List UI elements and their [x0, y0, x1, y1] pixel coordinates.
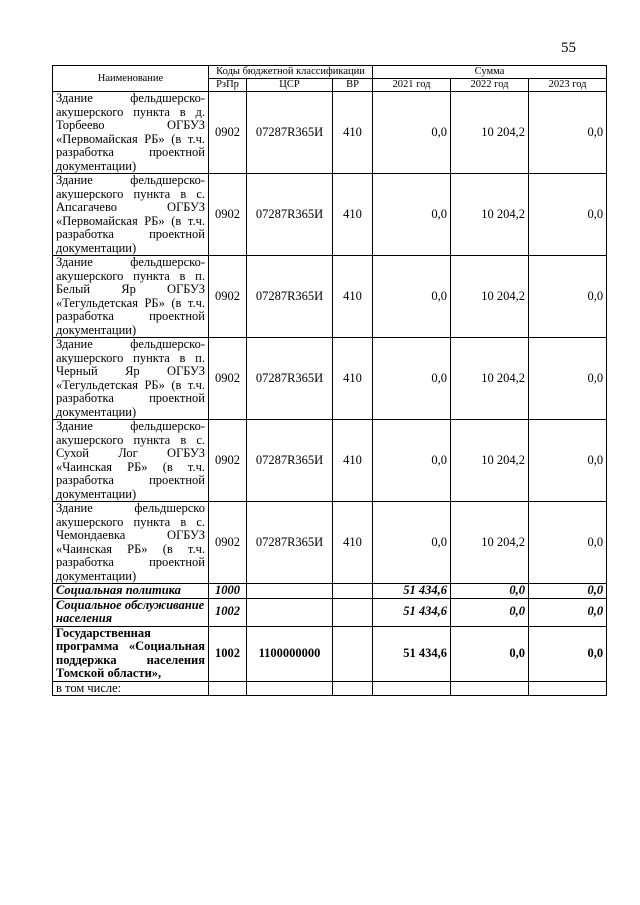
row-2021: 0,0 — [373, 174, 451, 256]
row-name: Здание фельдшерско-акушерского пункта в с. Сухой Лог ОГБУЗ «Чаинская РБ» (в т.ч. разработка проектной документации) — [53, 420, 209, 502]
header-2023: 2023 год — [529, 79, 607, 92]
header-codes: Коды бюджетной классификации — [209, 66, 373, 79]
header-2021: 2021 год — [373, 79, 451, 92]
row-rzpr: 0902 — [209, 338, 247, 420]
row-2021: 0,0 — [373, 502, 451, 584]
social-policy-rzpr: 1000 — [209, 584, 247, 599]
row-vr: 410 — [333, 174, 373, 256]
row-2023: 0,0 — [529, 92, 607, 174]
table-row — [53, 338, 607, 420]
header-csr: ЦСР — [247, 79, 333, 92]
row-csr: 07287R365И — [247, 256, 333, 338]
row-2021: 0,0 — [373, 92, 451, 174]
row-2022: 10 204,2 — [451, 420, 529, 502]
empty-cell — [333, 584, 373, 599]
program-csr: 1100000000 — [247, 626, 333, 681]
row-vr: 410 — [333, 338, 373, 420]
header-sum: Сумма — [373, 66, 607, 79]
program-2022: 0,0 — [451, 626, 529, 681]
row-2023: 0,0 — [529, 502, 607, 584]
social-policy-name: Социальная политика — [53, 584, 209, 599]
budget-table — [52, 65, 607, 696]
including-label: в том числе: — [53, 681, 209, 696]
row-csr: 07287R365И — [247, 174, 333, 256]
row-vr: 410 — [333, 502, 373, 584]
empty-cell — [209, 681, 247, 696]
social-policy-row — [53, 584, 607, 599]
table-row — [53, 502, 607, 584]
social-policy-2021: 51 434,6 — [373, 584, 451, 599]
social-policy-2023: 0,0 — [529, 584, 607, 599]
empty-cell — [373, 681, 451, 696]
empty-cell — [451, 681, 529, 696]
social-service-row — [53, 598, 607, 626]
social-service-2021: 51 434,6 — [373, 598, 451, 626]
program-name: Государственная программа «Социальная поддержка населения Томской области», — [53, 626, 209, 681]
row-rzpr: 0902 — [209, 420, 247, 502]
row-name: Здание фельдшерско-акушерского пункта в п. Белый Яр ОГБУЗ «Тегульдетская РБ» (в т.ч. разработка проектной документации) — [53, 256, 209, 338]
row-2022: 10 204,2 — [451, 92, 529, 174]
row-rzpr: 0902 — [209, 92, 247, 174]
table-row — [53, 174, 607, 256]
empty-cell — [247, 584, 333, 599]
row-csr: 07287R365И — [247, 420, 333, 502]
header-2022: 2022 год — [451, 79, 529, 92]
including-row — [53, 681, 607, 696]
row-name: Здание фельдшерско-акушерского пункта в д. Торбеево ОГБУЗ «Первомайская РБ» (в т.ч. разработка проектной документации) — [53, 92, 209, 174]
row-2022: 10 204,2 — [451, 256, 529, 338]
empty-cell — [247, 598, 333, 626]
table-row — [53, 420, 607, 502]
program-row — [53, 626, 607, 681]
social-service-rzpr: 1002 — [209, 598, 247, 626]
row-rzpr: 0902 — [209, 174, 247, 256]
program-2021: 51 434,6 — [373, 626, 451, 681]
row-2021: 0,0 — [373, 256, 451, 338]
social-service-name: Социальное обслуживание населения — [53, 598, 209, 626]
row-name: Здание фельдшерско акушерского пункта в с. Чемондаевка ОГБУЗ «Чаинская РБ» (в т.ч. разработка проектной документации) — [53, 502, 209, 584]
social-service-2022: 0,0 — [451, 598, 529, 626]
row-vr: 410 — [333, 92, 373, 174]
social-policy-2022: 0,0 — [451, 584, 529, 599]
table-row — [53, 92, 607, 174]
empty-cell — [333, 626, 373, 681]
row-2021: 0,0 — [373, 420, 451, 502]
header-row — [53, 66, 607, 79]
header-vr: ВР — [333, 79, 373, 92]
social-service-2023: 0,0 — [529, 598, 607, 626]
row-2023: 0,0 — [529, 420, 607, 502]
row-vr: 410 — [333, 420, 373, 502]
empty-cell — [529, 681, 607, 696]
row-2022: 10 204,2 — [451, 502, 529, 584]
row-csr: 07287R365И — [247, 92, 333, 174]
table-row — [53, 256, 607, 338]
row-name: Здание фельдшерско-акушерского пункта в с. Апсагачево ОГБУЗ «Первомайская РБ» (в т.ч. разработка проектной документации) — [53, 174, 209, 256]
row-2021: 0,0 — [373, 338, 451, 420]
header-name: Наименование — [53, 66, 209, 92]
row-2023: 0,0 — [529, 338, 607, 420]
row-rzpr: 0902 — [209, 256, 247, 338]
row-2022: 10 204,2 — [451, 174, 529, 256]
row-2023: 0,0 — [529, 256, 607, 338]
row-csr: 07287R365И — [247, 502, 333, 584]
empty-cell — [333, 681, 373, 696]
row-vr: 410 — [333, 256, 373, 338]
row-name: Здание фельдшерско-акушерского пункта в п. Черный Яр ОГБУЗ «Тегульдетская РБ» (в т.ч. разработка проектной документации) — [53, 338, 209, 420]
empty-cell — [333, 598, 373, 626]
program-rzpr: 1002 — [209, 626, 247, 681]
row-2023: 0,0 — [529, 174, 607, 256]
program-2023: 0,0 — [529, 626, 607, 681]
row-csr: 07287R365И — [247, 338, 333, 420]
header-rzpr: РзПр — [209, 79, 247, 92]
row-rzpr: 0902 — [209, 502, 247, 584]
empty-cell — [247, 681, 333, 696]
row-2022: 10 204,2 — [451, 338, 529, 420]
page-number: 55 — [561, 40, 576, 56]
